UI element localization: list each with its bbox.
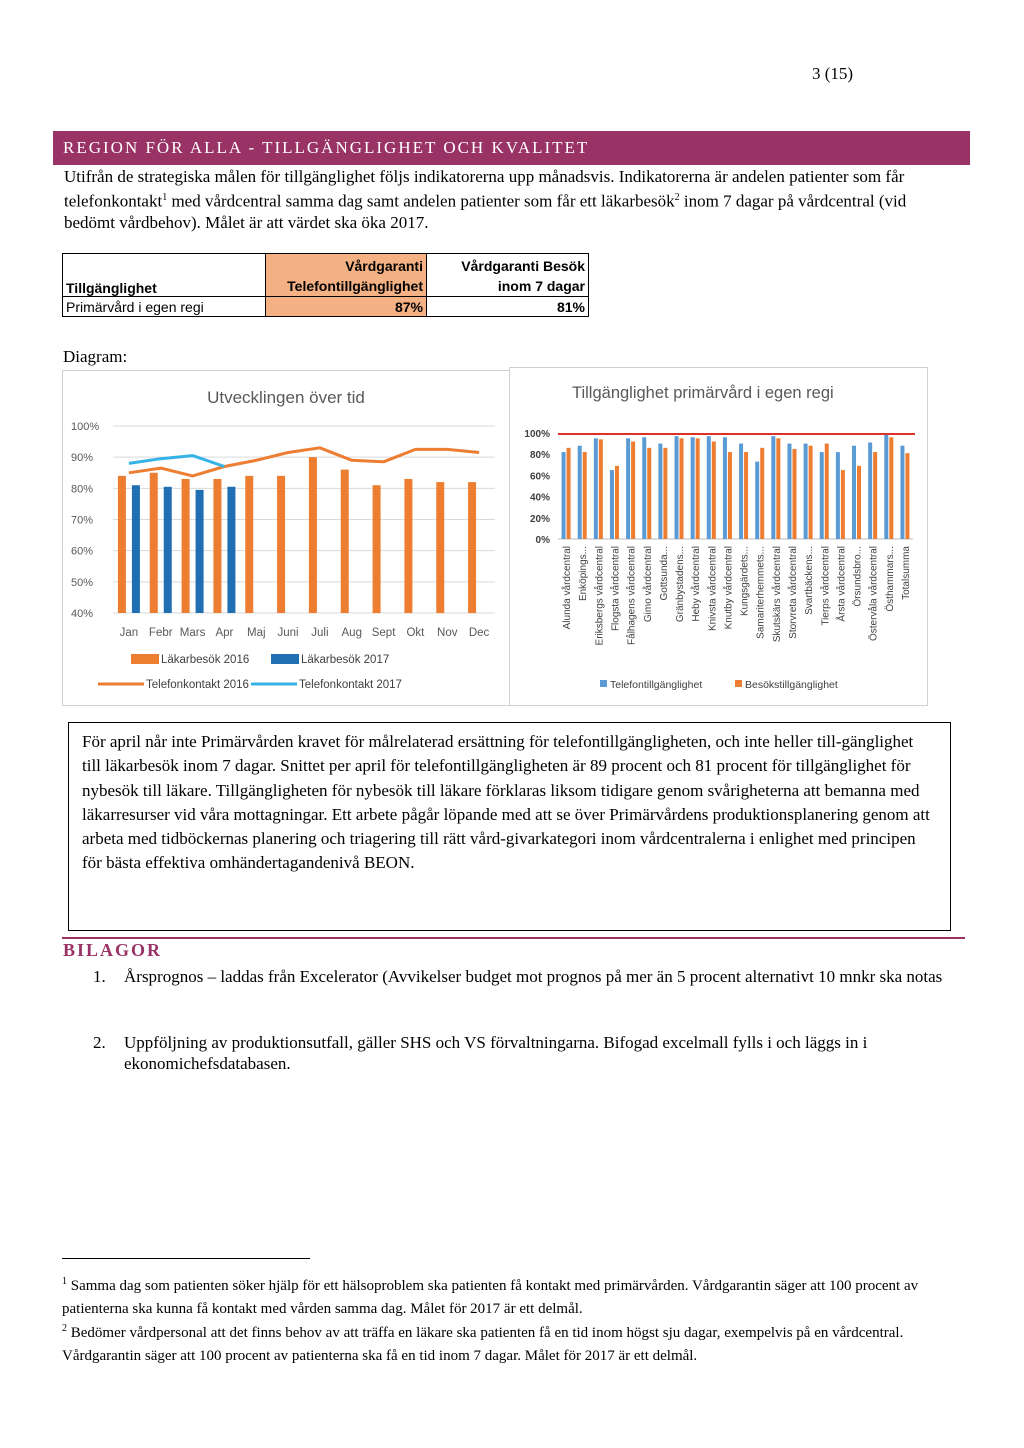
table-cell: 81% [427, 297, 589, 317]
x-tick-label: Gottsunda... [658, 546, 670, 601]
bar [760, 448, 764, 539]
y-tick-label: 0% [535, 535, 550, 546]
bar [562, 452, 566, 539]
x-tick-label: Mars [179, 627, 206, 639]
bar [626, 438, 630, 539]
x-tick-label: Örsundsbro... [852, 546, 864, 607]
legend-label: Telefontillgänglighet [610, 679, 703, 691]
bar [723, 437, 727, 539]
legend-label: Läkarbesök 2017 [301, 654, 390, 666]
footnote-ref-1: 1 [162, 192, 168, 203]
x-tick-label: Febr [148, 627, 173, 639]
table-cell: 87% [266, 297, 427, 317]
bar [857, 466, 861, 539]
footnote-separator [62, 1258, 310, 1259]
intro-part3: inom 7 dagar på vårdcentral (vid bedömt vårdbehov). Målet är att värdet ska öka 2017. [64, 191, 907, 232]
table-header-cell [266, 254, 427, 297]
header-line: Telefontillgänglighet [287, 278, 423, 294]
bar [691, 437, 695, 539]
table-cell: Primärvård i egen regi [63, 297, 266, 317]
header-line: Vårdgaranti Besök [461, 258, 585, 274]
x-tick-label: Fålhagens vårdcentral [626, 546, 638, 645]
x-tick-label: Storvreta vårdcentral [787, 546, 799, 639]
x-tick-label: Jan [119, 627, 139, 639]
bar [647, 448, 651, 539]
section-title: REGION FÖR ALLA - TILLGÄNGLIGHET OCH KVALITET [53, 131, 970, 165]
bar [841, 470, 845, 539]
bar [771, 436, 775, 539]
table-row [63, 297, 589, 317]
bar [755, 462, 759, 539]
bar [680, 438, 684, 539]
x-tick-label: Svartbäckens... [804, 546, 816, 615]
diagram-label: Diagram: [63, 347, 128, 366]
y-tick-label: 70% [71, 514, 94, 527]
y-tick-label: 40% [71, 608, 94, 620]
bar [468, 482, 476, 613]
x-tick-label: Totalsumma [900, 546, 912, 600]
bar [164, 487, 172, 613]
x-tick-label: Östervåla vårdcentral [868, 546, 880, 642]
bar [868, 443, 872, 539]
bar [594, 438, 598, 539]
legend-swatch [600, 680, 607, 687]
table-header-row [63, 254, 589, 297]
list-item-number: 1. [93, 967, 106, 986]
y-tick-label: 90% [71, 452, 94, 465]
x-tick-label: Skutskärs vårdcentral [771, 546, 783, 643]
bar [578, 446, 582, 539]
x-tick-label: Okt [406, 627, 425, 639]
bar [404, 479, 412, 613]
bar [277, 476, 285, 613]
bar [227, 487, 235, 613]
y-tick-label: 80% [71, 483, 94, 496]
x-tick-label: Samariterhemmets... [755, 546, 767, 639]
footnote-number: 1 [62, 1276, 67, 1287]
x-tick-label: Juli [311, 627, 329, 639]
x-tick-label: Eriksbergs vårdcentral [594, 546, 606, 646]
chart-title: Tillgänglighet primärvård i egen regi [572, 384, 834, 402]
x-tick-label: Knutby vårdcentral [723, 546, 735, 630]
x-tick-label: Gränbystadens... [675, 546, 687, 623]
bar [599, 439, 603, 539]
trend-chart-svg [63, 371, 510, 705]
legend-label: Läkarbesök 2016 [161, 654, 250, 666]
y-tick-label: 50% [71, 576, 94, 589]
bar [675, 436, 679, 539]
legend-label: Telefonkontakt 2017 [299, 679, 402, 691]
x-tick-label: Juni [277, 627, 299, 639]
x-tick-label: Knivsta vårdcentral [707, 546, 719, 632]
bilagor-heading: BILAGOR [63, 940, 163, 960]
x-tick-label: Heby vårdcentral [691, 546, 703, 622]
intro-part1: Utifrån de strategiska målen för tillgänglighet följs indikatorerna upp månadsvis. Indikatorerna är andelen patienter som får telefonkontakt [64, 167, 905, 211]
bar [213, 479, 221, 613]
bar [707, 436, 711, 539]
x-tick-label: Kungsgärdets... [739, 546, 751, 617]
table-header-cell: Tillgänglighet [63, 254, 266, 297]
x-tick-label: Årsta vårdcentral [836, 546, 848, 622]
list-item-text: Uppföljning av produktionsutfall, gäller SHS och VS förvaltningarna. Bifogad excelmall fylls i och läggs in i ekonomichefsdatabasen. [124, 1033, 868, 1073]
bar [809, 446, 813, 539]
intro-part2: med vårdcentral samma dag samt andelen patienter som får ett läkarbesök [167, 191, 675, 211]
bar [132, 485, 140, 613]
bar [900, 446, 904, 539]
bar [739, 444, 743, 539]
header-line: inom 7 dagar [497, 278, 585, 294]
bar [182, 479, 190, 613]
bar [744, 452, 748, 539]
legend-swatch [131, 654, 159, 664]
y-tick-label: 80% [529, 450, 550, 462]
bar [804, 444, 808, 539]
bar [776, 438, 780, 539]
y-tick-label: 20% [529, 513, 550, 525]
x-tick-label: Dec [468, 627, 490, 639]
bar [245, 476, 253, 613]
series-line [129, 448, 479, 476]
section-divider [62, 937, 965, 939]
x-tick-label: Apr [215, 627, 234, 639]
x-tick-label: Tierps vårdcentral [820, 546, 832, 626]
bar [873, 452, 877, 539]
x-tick-label: Maj [246, 627, 266, 639]
bar [792, 449, 796, 539]
trend-chart [62, 370, 511, 706]
clinic-chart [509, 367, 928, 706]
list-item-number: 2. [93, 1033, 106, 1052]
bar [373, 485, 381, 613]
x-tick-label: Gimo vårdcentral [642, 546, 654, 623]
x-tick-label: Flogsta vårdcentral [610, 546, 622, 632]
bar [631, 441, 635, 539]
legend-label: Besökstillgänglighet [745, 679, 838, 691]
bar [610, 470, 614, 539]
bar [663, 448, 667, 539]
clinic-chart-svg [510, 368, 927, 705]
page-number: 3 (15) [812, 64, 854, 83]
y-tick-label: 100% [524, 429, 550, 440]
x-tick-label: Alunda vårdcentral [562, 546, 574, 630]
bar [436, 482, 444, 613]
bar [150, 473, 158, 613]
bar [696, 438, 700, 539]
footnote [62, 1318, 957, 1367]
footnote [62, 1271, 957, 1320]
legend-swatch [271, 654, 299, 664]
bar [905, 453, 909, 539]
intro-paragraph [64, 166, 959, 233]
x-tick-label: Nov [437, 627, 458, 639]
legend-label: Telefonkontakt 2016 [146, 679, 249, 691]
bar [728, 452, 732, 539]
bar [787, 444, 791, 539]
footnote-text: Bedömer vårdpersonal att det finns behov av att träffa en läkare ska patienten få en tid inom högst sju dagar, exempelvis på en vårdcentral. Vårdgarantin säger att 100 procent av patienterna ska få en tid inom 7 dagar. Målet för 2017 är ett delmål. [62, 1325, 904, 1364]
header-line: Vårdgaranti [345, 258, 423, 274]
bar [567, 448, 571, 539]
y-tick-label: 100% [71, 421, 100, 433]
footnote-ref-2: 2 [674, 192, 680, 203]
bar [889, 437, 893, 539]
bar [309, 457, 317, 613]
x-tick-label: Sept [371, 627, 396, 639]
table-header-cell [427, 254, 589, 297]
y-tick-label: 40% [529, 492, 550, 504]
bar [196, 490, 204, 613]
footnote-number: 2 [62, 1323, 67, 1334]
bar [884, 434, 888, 539]
bar [658, 444, 662, 539]
bar [583, 452, 587, 539]
bar [852, 446, 856, 539]
legend-swatch [735, 680, 742, 687]
bar [118, 476, 126, 613]
bar [836, 452, 840, 539]
bar [642, 437, 646, 539]
x-tick-label: Aug [341, 627, 362, 639]
footnote-text: Samma dag som patienten söker hjälp för ett hälsoproblem ska patienten få kontakt med primärvården. Vårdgarantin säger att 100 procent av patienterna ska kunna få kontakt med vården samma dag. Målet för 2017 är ett delmål. [62, 1278, 919, 1317]
accessibility-table [62, 253, 589, 317]
bar [712, 441, 716, 539]
bar [615, 466, 619, 539]
y-tick-label: 60% [529, 471, 550, 483]
y-tick-label: 60% [71, 545, 94, 558]
bar [820, 452, 824, 539]
chart-title: Utvecklingen över tid [207, 388, 365, 407]
commentary-box: För april når inte Primärvården kravet för målrelaterad ersättning för telefontillgängligheten, och inte heller till-gänglighet till läkarbesök inom 7 dagar. Snittet per april för telefontillgängligheten är 89 procent och 81 procent för tillgänglighet för nybesök till läkare. Tillgängligheten för nybesök till läkare förklaras liksom tidigare genom svårigheterna att bemanna med läkarresurser vid våra mottagningar. Ett arbete pågår löpande med att se över Primärvårdens produktionsplanering genom att arbeta med tidböckernas planering och triagering till rätt vård-givarkategori inom vårdcentralerna i enlighet med principen för bästa effektiva omhändertagandenivå BEON. [68, 722, 951, 931]
list-item-text: Årsprognos – laddas från Excelerator (Avvikelser budget mot prognos på mer än 5 procent alternativt 10 mnkr ska notas [124, 967, 943, 986]
bar [825, 444, 829, 539]
x-tick-label: Östhammars... [884, 546, 896, 612]
bar [341, 470, 349, 613]
x-tick-label: Enköpings... [578, 546, 590, 602]
